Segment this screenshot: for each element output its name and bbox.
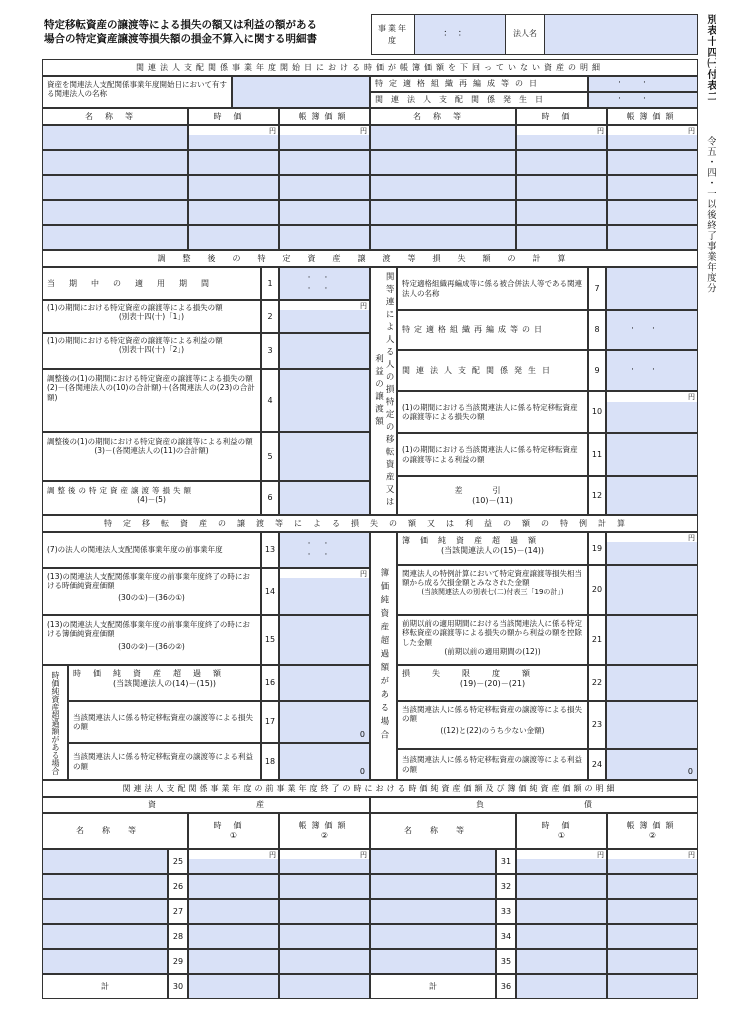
sec4-row-no: 34 (496, 924, 516, 949)
row6-field[interactable] (279, 481, 370, 515)
row14-label: (13)の関連法人支配関係事業年度の前事業年度終了の時における時価純資産価額 (30の①)－(36の①) (42, 568, 261, 615)
sec1-name-cell[interactable] (370, 150, 516, 175)
sec4-book-cell[interactable] (279, 974, 370, 999)
sec4-name-cell[interactable] (370, 849, 496, 874)
sec1-value-cell[interactable] (188, 225, 279, 250)
sec4-col-book: 帳簿価額 ② (279, 813, 370, 849)
sec3-title: 特定移転資産の譲渡等による損失の額又は利益の額の特例計算 (42, 515, 698, 532)
sec1-name-cell[interactable] (42, 200, 188, 225)
row17-label: 当該関連法人に係る特定移転資産の譲渡等による損失の額 (68, 701, 261, 743)
sec1-col-book-2: 帳簿価額 (607, 108, 698, 125)
row3-label: (1)の期間における特定資産の譲渡等による利益の額 (別表十四(十)「2」) (42, 333, 261, 369)
sec3-left-side-label: 時価純資産超過額がある場合 (42, 665, 68, 780)
sec4-row-no: 35 (496, 949, 516, 974)
row16-label: 時価純資産超過額 (当該関連法人の(14)－(15)) (68, 665, 261, 701)
sec1-value-cell[interactable]: 円 (516, 125, 607, 150)
sec2-title: 調整後の特定資産譲渡等損失額の計算 (42, 250, 698, 267)
row4-label: 調整後の(1)の期間における特定資産の譲渡等による損失の額 (2)－(各関連法人の(10)の合計額)＋(各関連法人の(23)の合計額) (42, 369, 261, 432)
sec1-book-cell[interactable] (607, 200, 698, 225)
sec4-name-cell[interactable] (370, 899, 496, 924)
sec4-value-cell[interactable] (188, 874, 279, 899)
row23-field[interactable] (606, 701, 698, 749)
row13-label: (7)の法人の関連法人支配関係事業年度の前事業年度 (42, 532, 261, 568)
sec4-book-cell[interactable] (279, 874, 370, 899)
fiscal-year-field[interactable]: ：： (414, 14, 506, 55)
sec2-side-label: 関等連によ人る人の損特定の移転資産又は利益の譲渡額 (370, 267, 397, 515)
row5-field[interactable] (279, 432, 370, 481)
row11-no: 11 (588, 433, 606, 476)
form-id: 別表十四㈠付表二 (705, 14, 716, 102)
row14-no: 14 (261, 568, 279, 615)
sec4-col-name: 名称等 (42, 813, 188, 849)
sec1-name-cell[interactable] (42, 175, 188, 200)
sec4-assets-label: 資産 (42, 797, 370, 813)
row5-no: 5 (261, 432, 279, 481)
row24-field[interactable]: 0 (606, 749, 698, 780)
sec1-col-value-2: 時価 (516, 108, 607, 125)
corp-name-label: 法人名 (513, 29, 537, 38)
row15-label: (13)の関連法人支配関係事業年度の前事業年度終了の時における簿価純資産価額 (30の②)－(36の②) (42, 615, 261, 665)
sec4-col-name-2: 名称等 (370, 813, 516, 849)
sec4-value-cell[interactable]: 円 (516, 849, 607, 874)
sec4-col-value-2: 時価 ① (516, 813, 607, 849)
sec1-name-cell[interactable] (370, 200, 516, 225)
row2-field[interactable]: 円 (279, 300, 370, 333)
sec1-control-date-field[interactable]: ·· (588, 92, 698, 108)
sec1-value-cell[interactable] (188, 175, 279, 200)
row9-field[interactable]: ·· (606, 350, 698, 391)
sec4-book-cell[interactable] (607, 874, 698, 899)
sec4-name-cell[interactable] (42, 924, 168, 949)
sec4-book-cell[interactable] (607, 924, 698, 949)
row7-no: 7 (588, 267, 606, 310)
row2-label: (1)の期間における特定資産の譲渡等による損失の額 (別表十四(十)「1」) (42, 300, 261, 333)
sec1-book-cell[interactable] (279, 225, 370, 250)
sec1-control-date-label: 関連法人支配関係発生日 (370, 92, 588, 108)
sec1-book-cell[interactable] (607, 175, 698, 200)
sec4-name-cell[interactable] (42, 949, 168, 974)
sec4-row-no: 27 (168, 899, 188, 924)
sec1-name-cell[interactable] (42, 125, 188, 150)
sec1-value-cell[interactable]: 円 (188, 125, 279, 150)
sec1-book-cell[interactable] (279, 150, 370, 175)
row13-field[interactable]: ·· ·· (279, 532, 370, 568)
side-note: 令五・四・一以後終了事業年度分 (705, 136, 716, 294)
row6-no: 6 (261, 481, 279, 515)
sec1-reorg-date-label: 特定適格組織再編成等の日 (370, 76, 588, 92)
sec4-book-cell[interactable] (607, 949, 698, 974)
sec1-value-cell[interactable] (516, 150, 607, 175)
row18-no: 18 (261, 743, 279, 780)
row1-no: 1 (261, 267, 279, 300)
sec4-name-cell[interactable] (370, 874, 496, 899)
sec1-value-cell[interactable] (516, 175, 607, 200)
corp-name-field[interactable] (544, 14, 698, 55)
sec4-value-cell[interactable] (188, 974, 279, 999)
sec4-row-no: 26 (168, 874, 188, 899)
row16-no: 16 (261, 665, 279, 701)
row4-field[interactable] (279, 369, 370, 432)
row24-label: 当該関連法人に係る特定移転資産の譲渡等による利益の額 (397, 749, 588, 780)
sec4-value-cell[interactable] (188, 949, 279, 974)
sec4-book-cell[interactable] (607, 974, 698, 999)
sec1-title: 関連法人支配関係事業年度開始日における時価が帳簿価額を下回っていない資産の明細 (42, 59, 698, 76)
row1-label: 当期中の適用期間 (42, 267, 261, 300)
sec1-value-cell[interactable] (516, 225, 607, 250)
row1-field[interactable]: ·· ·· (279, 267, 370, 300)
sec4-title: 関連法人支配関係事業年度の前事業年度終了の時における時価純資産価額及び簿価純資産価額の明細 (42, 780, 698, 797)
sec4-col-book-2: 帳簿価額 ② (607, 813, 698, 849)
row10-label: (1)の期間における当該関連法人に係る特定移転資産の譲渡等による損失の額 (397, 391, 588, 433)
row16-field[interactable] (279, 665, 370, 701)
sec4-value-cell[interactable] (516, 924, 607, 949)
sec1-value-cell[interactable] (188, 200, 279, 225)
sec4-book-cell[interactable] (279, 949, 370, 974)
row9-no: 9 (588, 350, 606, 391)
row18-field[interactable]: 0 (279, 743, 370, 780)
row11-label: (1)の期間における当該関連法人に係る特定移転資産の譲渡等による利益の額 (397, 433, 588, 476)
row17-no: 17 (261, 701, 279, 743)
sec4-col-value: 時価 ① (188, 813, 279, 849)
row8-no: 8 (588, 310, 606, 350)
sec4-name-cell[interactable] (370, 949, 496, 974)
row2-no: 2 (261, 300, 279, 333)
sec1-col-name: 名称等 (42, 108, 188, 125)
row15-no: 15 (261, 615, 279, 665)
row4-no: 4 (261, 369, 279, 432)
row3-field[interactable] (279, 333, 370, 369)
sec4-row-no: 28 (168, 924, 188, 949)
sec4-book-cell[interactable] (279, 924, 370, 949)
row22-no: 22 (588, 665, 606, 701)
sec4-name-cell[interactable] (42, 849, 168, 874)
sec4-book-cell[interactable] (279, 899, 370, 924)
row21-label: 前期以前の適用期間における当該関連法人に係る特定移転資産の譲渡等による損失の額から利益の額を控除した金額 (前期以前の適用期間の(12)) (397, 615, 588, 665)
sec1-book-cell[interactable]: 円 (279, 125, 370, 150)
row19-label: 簿価純資産超過額 (当該関連法人の(15)－(14)) (397, 532, 588, 565)
row12-label: 差引 (10)－(11) (397, 476, 588, 515)
sec4-liabilities-label: 負債 (370, 797, 698, 813)
row23-no: 23 (588, 701, 606, 749)
row20-field[interactable] (606, 565, 698, 615)
sec1-reorg-date-field[interactable]: ·· (588, 76, 698, 92)
sec4-row-no: 33 (496, 899, 516, 924)
row3-no: 3 (261, 333, 279, 369)
fiscal-year-label: 事業年度 (378, 24, 408, 45)
row21-field[interactable] (606, 615, 698, 665)
sec1-book-cell[interactable] (279, 200, 370, 225)
sec1-value-cell[interactable] (516, 200, 607, 225)
row7-label: 特定適格組織再編成等に係る被合併法人等である関連法人の名称 (397, 267, 588, 310)
sec1-book-cell[interactable] (607, 225, 698, 250)
sec4-name-cell[interactable] (370, 924, 496, 949)
sec4-row-no: 25 (168, 849, 188, 874)
page-title: 特定移転資産の譲渡等による損失の額又は利益の額がある 場合の特定資産譲渡等損失額の損金不算入に関する明細書 (44, 19, 317, 45)
sec4-row-no: 36 (496, 974, 516, 999)
sec1-name-cell[interactable] (42, 225, 188, 250)
sec4-book-cell[interactable]: 円 (607, 849, 698, 874)
sec1-name-cell[interactable] (42, 150, 188, 175)
sec1-book-cell[interactable] (279, 175, 370, 200)
sec4-name-cell[interactable] (42, 899, 168, 924)
row8-field[interactable]: ·· (606, 310, 698, 350)
sec4-book-cell[interactable]: 円 (279, 849, 370, 874)
row11-field[interactable] (606, 433, 698, 476)
sec4-row-no: 29 (168, 949, 188, 974)
sec4-value-cell[interactable] (516, 899, 607, 924)
row5-label: 調整後の(1)の期間における特定資産の譲渡等による利益の額 (3)－(各関連法人の(11)の合計額) (42, 432, 261, 481)
row21-no: 21 (588, 615, 606, 665)
sec1-asset-field[interactable] (232, 76, 370, 108)
sec4-total-label: 計 (42, 974, 168, 999)
sec4-value-cell[interactable]: 円 (188, 849, 279, 874)
sec1-book-cell[interactable]: 円 (607, 125, 698, 150)
row12-no: 12 (588, 476, 606, 515)
row10-field[interactable]: 円 (606, 391, 698, 433)
sec4-value-cell[interactable] (188, 924, 279, 949)
row10-no: 10 (588, 391, 606, 433)
sec4-row-no: 30 (168, 974, 188, 999)
row22-field[interactable] (606, 665, 698, 701)
sec4-row-no: 31 (496, 849, 516, 874)
sec1-book-cell[interactable] (607, 150, 698, 175)
row6-label: 調整後の特定資産譲渡等損失額 (4)－(5) (42, 481, 261, 515)
sec4-value-cell[interactable] (516, 949, 607, 974)
row19-field[interactable]: 円 (606, 532, 698, 565)
sec3-mid-side-label: 簿価純資産超過額がある場合 (370, 532, 397, 780)
row20-no: 20 (588, 565, 606, 615)
sec4-value-cell[interactable] (516, 874, 607, 899)
sec1-name-cell[interactable] (370, 175, 516, 200)
row18-label: 当該関連法人に係る特定移転資産の譲渡等による利益の額 (68, 743, 261, 780)
sec4-value-cell[interactable] (516, 974, 607, 999)
row9-label: 関連法人支配関係発生日 (397, 350, 588, 391)
row7-field[interactable] (606, 267, 698, 310)
sec1-col-book: 帳簿価額 (279, 108, 370, 125)
row13-no: 13 (261, 532, 279, 568)
row23-label: 当該関連法人に係る特定移転資産の譲渡等による損失の額 ((12)と(22)のうち少ない金額) (397, 701, 588, 749)
sec4-book-cell[interactable] (607, 899, 698, 924)
row8-label: 特定適格組織再編成等の日 (397, 310, 588, 350)
sec4-name-cell[interactable] (42, 874, 168, 899)
sec4-total-label: 計 (370, 974, 496, 999)
sec1-col-value: 時価 (188, 108, 279, 125)
row19-no: 19 (588, 532, 606, 565)
row12-field[interactable] (606, 476, 698, 515)
row15-field[interactable] (279, 615, 370, 665)
row17-field[interactable]: 0 (279, 701, 370, 743)
row24-no: 24 (588, 749, 606, 780)
sec4-row-no: 32 (496, 874, 516, 899)
sec4-value-cell[interactable] (188, 899, 279, 924)
row14-field[interactable]: 円 (279, 568, 370, 615)
row20-label: 関連法人の特例計算において特定資産譲渡等損失相当額から成る欠損金額とみなされた金額 (当該関連法人の別表七(二)付表三「19の計」) (397, 565, 588, 615)
sec1-col-name-2: 名称等 (370, 108, 516, 125)
sec1-asset-label: 資産を関連法人支配関係事業年度開始日において有する関連法人の名称 (42, 76, 232, 108)
sec1-value-cell[interactable] (188, 150, 279, 175)
sec1-name-cell[interactable] (370, 125, 516, 150)
row22-label: 損失限度額 (19)－(20)－(21) (397, 665, 588, 701)
sec1-name-cell[interactable] (370, 225, 516, 250)
